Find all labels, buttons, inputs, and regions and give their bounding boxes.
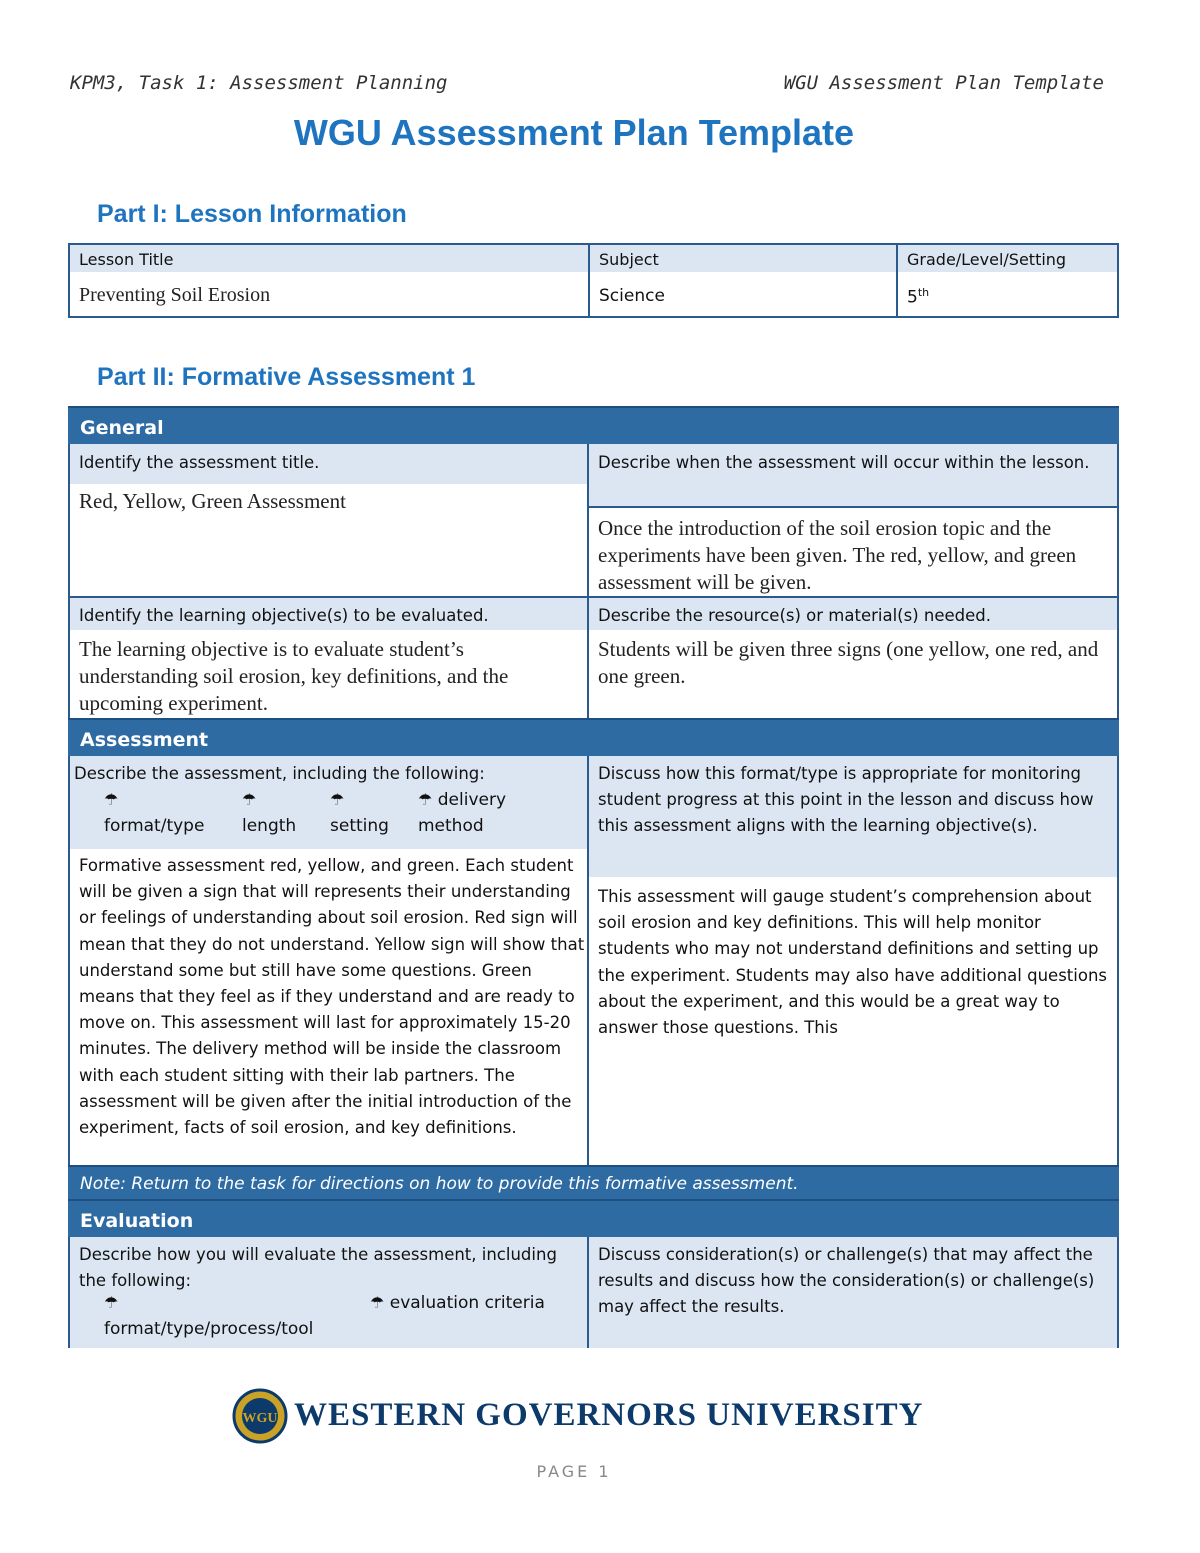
umbrella-bullet-icon: ☂ bbox=[370, 1293, 385, 1312]
bullet-setting-label: setting bbox=[330, 816, 389, 836]
page-number: PAGE 1 bbox=[536, 1462, 612, 1481]
wgu-logo-text: WESTERN GOVERNORS UNIVERSITY bbox=[294, 1397, 924, 1433]
assessment-description-cell bbox=[68, 756, 589, 1165]
evaluation-description-question: Describe how you will evaluate the assessment, including the following: bbox=[79, 1245, 557, 1290]
subject-label: Subject bbox=[590, 245, 896, 272]
assessment-title-question: Identify the assessment title. bbox=[70, 444, 587, 484]
note-band bbox=[68, 1165, 1119, 1199]
subject-value: Science bbox=[599, 286, 665, 306]
formative-assessment-table bbox=[68, 406, 1119, 1348]
wgu-seal-icon bbox=[232, 1385, 288, 1447]
assessment-title-answer: Red, Yellow, Green Assessment bbox=[79, 489, 346, 513]
note-text: Note: Return to the task for directions on how to provide this formative assessment. bbox=[80, 1174, 799, 1194]
assessment-description-prompt bbox=[70, 756, 587, 849]
header-left: KPM3, Task 1: Assessment Planning bbox=[70, 72, 448, 94]
umbrella-bullet-icon: ☂ bbox=[330, 790, 345, 809]
header-right: WGU Assessment Plan Template bbox=[783, 72, 1104, 94]
assessment-title-cell bbox=[68, 444, 589, 598]
resources-cell bbox=[589, 598, 1119, 718]
resources-answer: Students will be given three signs (one yellow, one red, and one green. bbox=[598, 637, 1099, 688]
evaluation-challenges-question: Discuss consideration(s) or challenge(s) that may affect the results and discuss how the consideration(s) or challenge(s) may affect the results. bbox=[598, 1245, 1095, 1316]
grade-value bbox=[898, 272, 1117, 308]
assessment-alignment-cell bbox=[589, 756, 1119, 1165]
evaluation-challenges-cell bbox=[589, 1237, 1119, 1348]
general-band-label: General bbox=[80, 417, 164, 439]
learning-objective-answer: The learning objective is to evaluate student’s understanding soil erosion, key definitions, and the upcoming experiment. bbox=[79, 637, 509, 715]
umbrella-bullet-icon: ☂ bbox=[418, 790, 433, 809]
bullet-length-label: length bbox=[242, 816, 297, 836]
assessment-alignment-question: Discuss how this format/type is appropriate for monitoring student progress at this point in the lesson and discuss how this assessment aligns with the learning objective(s). bbox=[589, 756, 1117, 877]
bullet-delivery-method-label: delivery method bbox=[418, 790, 507, 836]
document-title: WGU Assessment Plan Template bbox=[293, 112, 855, 153]
evaluation-description-cell bbox=[68, 1237, 589, 1348]
grade-number: 5 bbox=[907, 287, 918, 308]
bullet-evaluation-criteria bbox=[370, 1290, 545, 1316]
evaluation-bullet-list bbox=[70, 1294, 587, 1348]
bullet-setting bbox=[330, 787, 389, 839]
bullet-evaluation-criteria-label: evaluation criteria bbox=[389, 1293, 545, 1313]
assessment-band-label: Assessment bbox=[80, 729, 209, 751]
bullet-format-type-process-tool-label: format/type/process/tool bbox=[104, 1319, 314, 1339]
part1-heading: Part I: Lesson Information bbox=[97, 200, 407, 228]
part2-heading: Part II: Formative Assessment 1 bbox=[97, 363, 476, 391]
assessment-description-question: Describe the assessment, including the following: bbox=[74, 764, 485, 783]
lesson-title-label: Lesson Title bbox=[70, 245, 588, 272]
assessment-band bbox=[68, 718, 1119, 756]
assessment-description-answer: Formative assessment red, yellow, and green. Each student will be given a sign that will represents their understanding or feelings of understanding about soil erosion. Red sign will mean that they do not understand. Yellow sign will show that understand some but still have some questions. Green means that they feel as if they understand and are ready to move on. This assessment will last for approximately 15-20 minutes. The delivery method will be inside the classroom with each student sitting with their lab partners. The assessment will be given after the initial introduction of the experiment, facts of soil erosion, and key definitions. bbox=[79, 856, 585, 1138]
assessment-timing-question: Describe when the assessment will occur within the lesson. bbox=[589, 444, 1117, 508]
umbrella-bullet-icon: ☂ bbox=[104, 790, 119, 809]
bullet-delivery-method bbox=[418, 787, 538, 839]
resources-question: Describe the resource(s) or material(s) needed. bbox=[589, 598, 1117, 630]
assessment-alignment-answer: This assessment will gauge student’s comprehension about soil erosion and key definitions. This will help monitor students who may not understand definitions and setting up the experiment. Students may also have additional questions about the experiment, and this would be a great way to answer those questions. This bbox=[598, 887, 1108, 1038]
general-band bbox=[68, 406, 1119, 444]
lesson-title-cell bbox=[70, 245, 590, 316]
assessment-timing-cell bbox=[589, 444, 1119, 598]
assessment-bullet-list bbox=[70, 787, 587, 841]
bullet-format-type bbox=[104, 787, 204, 839]
bullet-length bbox=[242, 787, 296, 839]
assessment-timing-answer: Once the introduction of the soil erosion topic and the experiments have been given. The red, yellow, and green assessment will be given. bbox=[598, 516, 1077, 594]
learning-objective-cell bbox=[68, 598, 589, 718]
evaluation-band-label: Evaluation bbox=[80, 1210, 194, 1232]
umbrella-bullet-icon: ☂ bbox=[242, 790, 257, 809]
bullet-format-type-process-tool bbox=[104, 1290, 313, 1342]
wgu-logo bbox=[232, 1385, 924, 1447]
learning-objective-question: Identify the learning objective(s) to be evaluated. bbox=[70, 598, 587, 630]
grade-label: Grade/Level/Setting bbox=[898, 245, 1117, 272]
lesson-title-value: Preventing Soil Erosion bbox=[79, 284, 271, 306]
grade-cell bbox=[898, 245, 1117, 316]
seal-monogram: WGU bbox=[242, 1411, 278, 1426]
subject-cell bbox=[590, 245, 898, 316]
bullet-format-type-label: format/type bbox=[104, 816, 205, 836]
evaluation-band bbox=[68, 1199, 1119, 1237]
grade-suffix: th bbox=[917, 286, 930, 299]
umbrella-bullet-icon: ☂ bbox=[104, 1293, 119, 1312]
lesson-info-table bbox=[68, 243, 1119, 318]
